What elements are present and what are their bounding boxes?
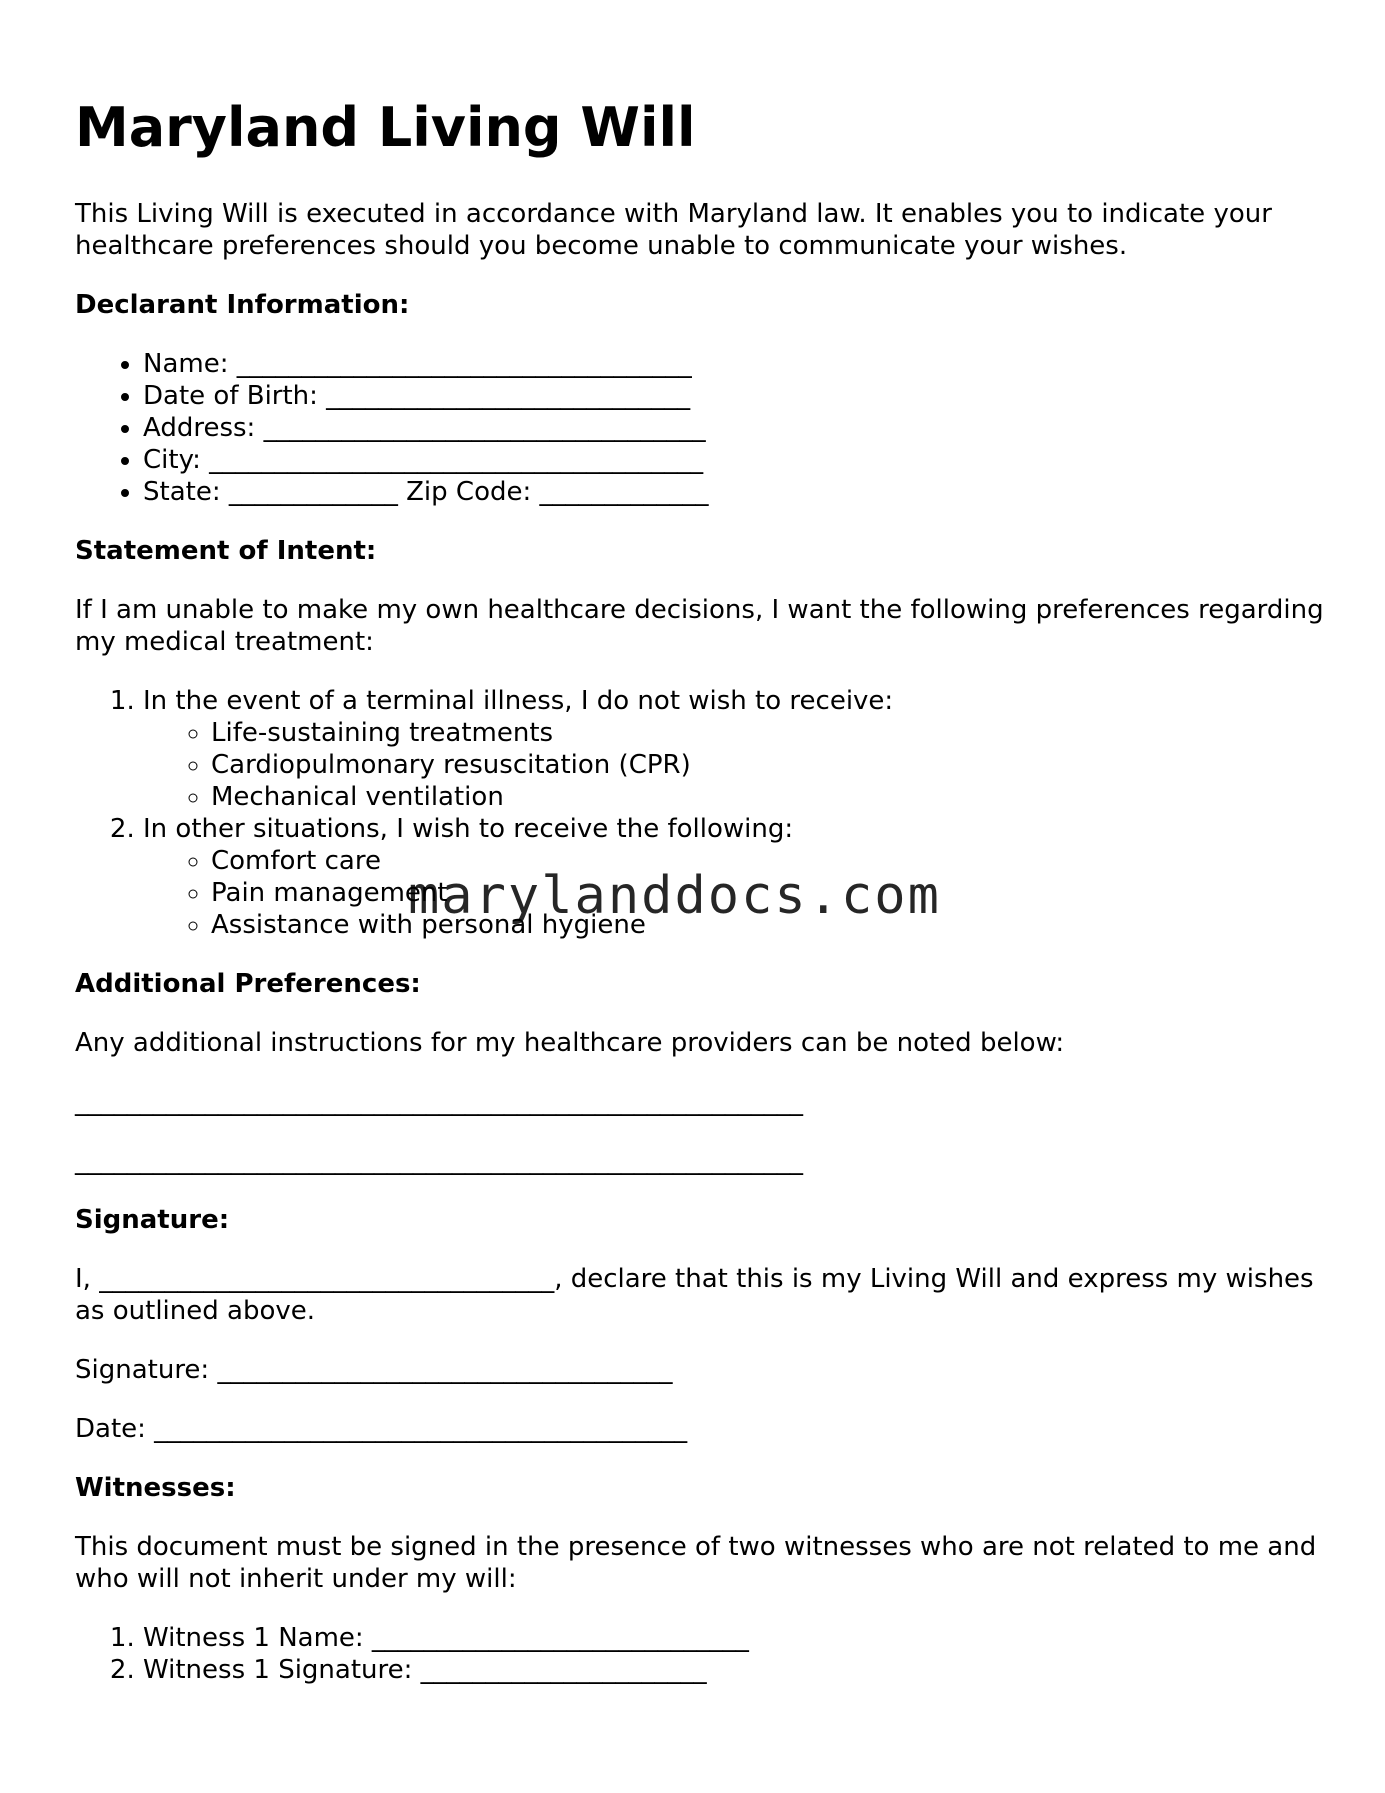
- signature-field[interactable]: Signature: ___________________________________: [75, 1355, 673, 1385]
- list-item: ◦ Pain management: [211, 877, 1325, 909]
- intent-item-1: In the event of a terminal illness, I do not wish to receive:: [143, 686, 894, 716]
- witness-list: [75, 1622, 1325, 1686]
- additional-line-1[interactable]: ________________________________________________________: [75, 1087, 803, 1117]
- declaration-paragraph: I, ___________________________________, declare that this is my Living Will and express my wishes as outlined above.: [75, 1264, 1314, 1326]
- date-field[interactable]: Date: _________________________________________: [75, 1414, 688, 1444]
- witnesses-paragraph: This document must be signed in the presence of two witnesses who are not related to me and who will not inherit under my will:: [75, 1532, 1317, 1594]
- declarant-heading: Declarant Information:: [75, 290, 410, 320]
- signature-heading: Signature:: [75, 1205, 230, 1235]
- watermark-text: marylanddocs.com: [408, 866, 941, 926]
- additional-line-2[interactable]: ________________________________________________________: [75, 1146, 803, 1176]
- list-item: [143, 685, 1325, 813]
- name-field[interactable]: • Name: ___________________________________: [143, 348, 1325, 380]
- intro-paragraph: This Living Will is executed in accordance with Maryland law. It enables you to indicate your healthcare preferences should you become unable to communicate your wishes.: [75, 199, 1272, 261]
- declarant-list: [75, 348, 1325, 508]
- intent-paragraph: If I am unable to make my own healthcare decisions, I want the following preferences regarding my medical treatment:: [75, 595, 1324, 657]
- witnesses-heading: Witnesses:: [75, 1473, 236, 1503]
- page-title: Maryland Living Will: [75, 96, 696, 159]
- additional-paragraph: Any additional instructions for my healthcare providers can be noted below:: [75, 1028, 1065, 1058]
- address-field[interactable]: • Address: __________________________________: [143, 412, 1325, 444]
- city-field[interactable]: • City: ______________________________________: [143, 444, 1325, 476]
- state-zip-field[interactable]: • State: _____________ Zip Code: _____________: [143, 476, 1325, 508]
- intent-heading: Statement of Intent:: [75, 536, 377, 566]
- witness-1-signature-field[interactable]: 2. Witness 1 Signature: ______________________: [143, 1654, 1325, 1686]
- list-item: ◦ Cardiopulmonary resuscitation (CPR): [211, 749, 1325, 781]
- dob-field[interactable]: • Date of Birth: ____________________________: [143, 380, 1325, 412]
- list-item: ◦ Life-sustaining treatments: [211, 717, 1325, 749]
- list-item: ◦ Mechanical ventilation: [211, 781, 1325, 813]
- list-item: ◦ Assistance with personal hygiene: [211, 909, 1325, 941]
- intent-item-2: In other situations, I wish to receive the following:: [143, 814, 794, 844]
- additional-heading: Additional Preferences:: [75, 969, 421, 999]
- list-item: ◦ Comfort care: [211, 845, 1325, 877]
- witness-1-name-field[interactable]: 1. Witness 1 Name: _____________________________: [143, 1622, 1325, 1654]
